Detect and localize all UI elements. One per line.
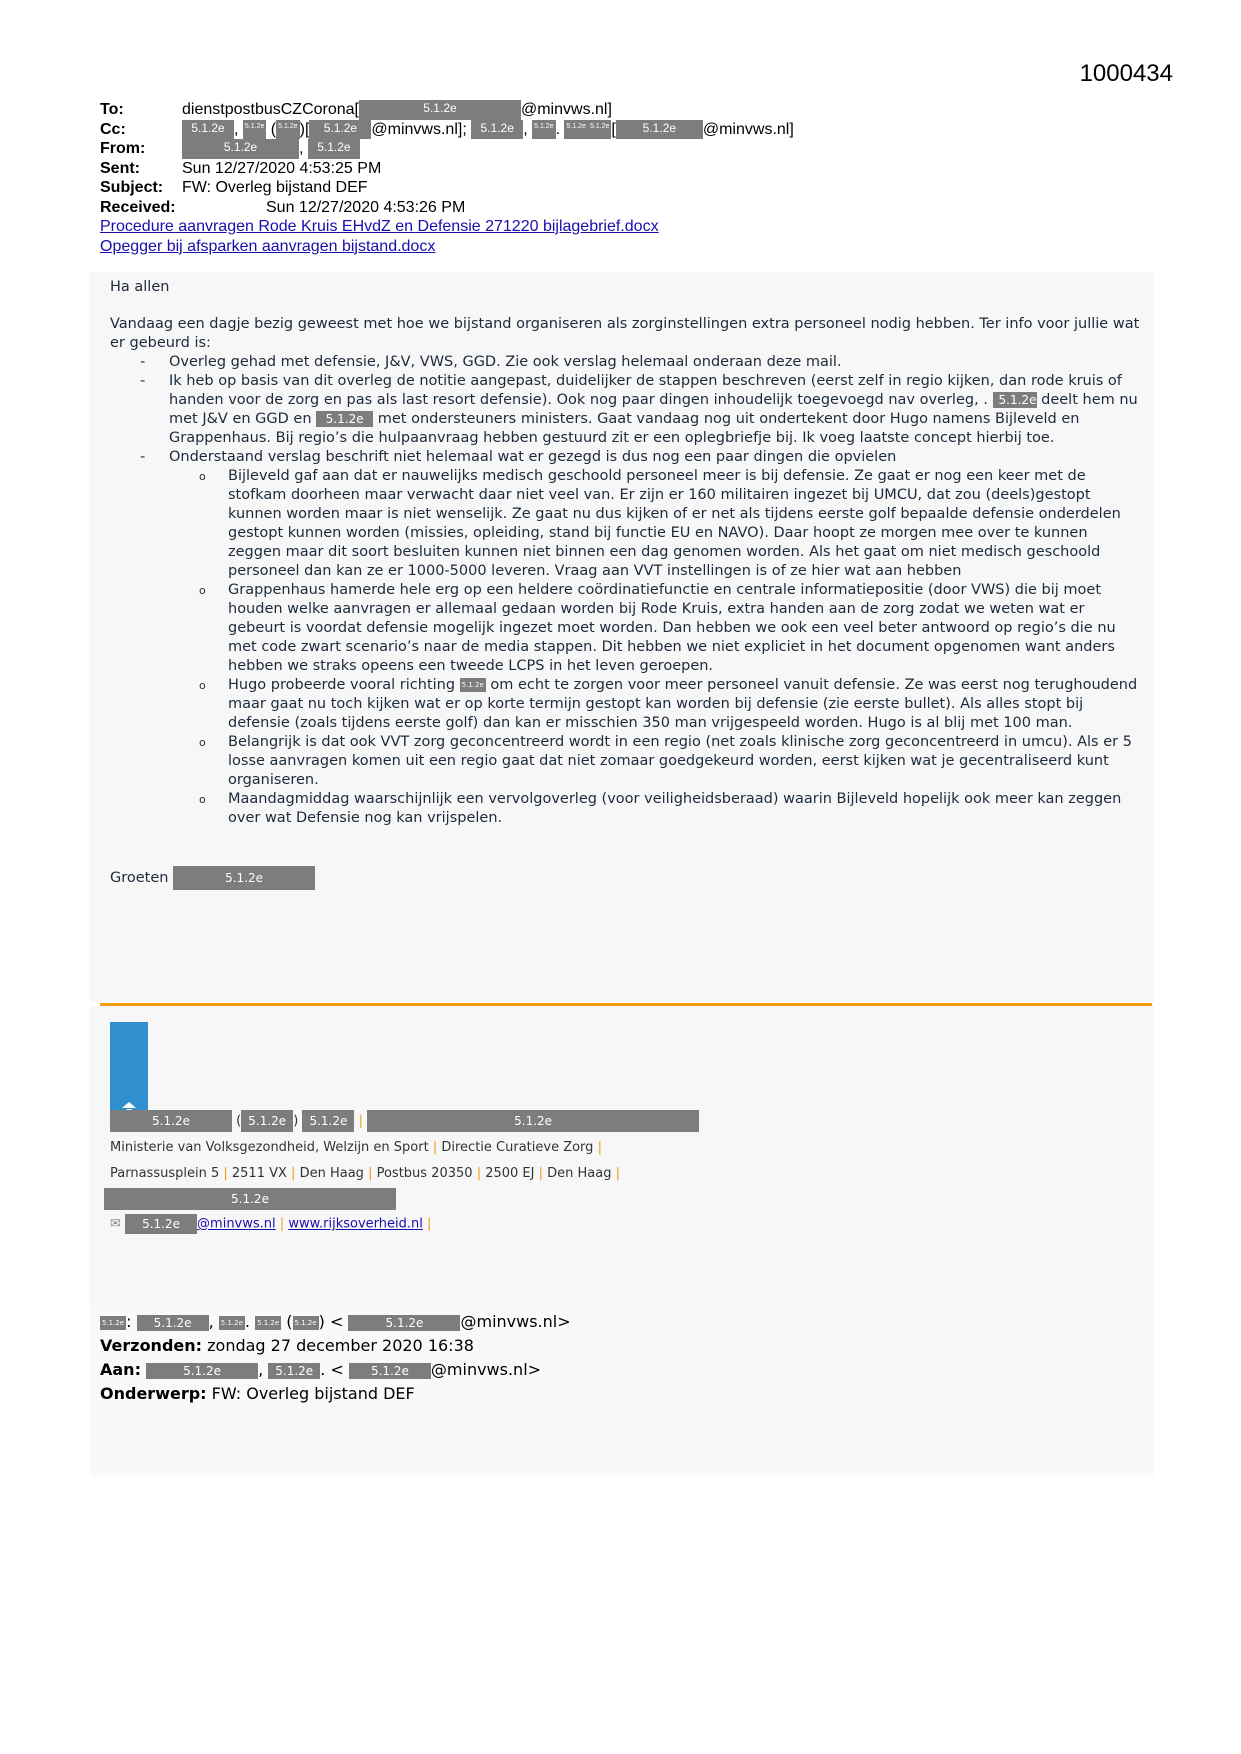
dept-name: Directie Curatieve Zorg (441, 1140, 594, 1155)
redaction: 5.1.2e (308, 139, 360, 159)
separator: | (358, 1113, 363, 1129)
redaction: 5.1.2e (564, 120, 587, 140)
separator: | (615, 1166, 621, 1181)
redaction: 5.1.2e (367, 1110, 699, 1132)
bullet-text: Ik heb op basis van dit overleg de notitie aangepast, duidelijker de stappen beschreven (eerst zelf in regio kijken, dan rode kruis of handen voor de zorg en pas als last resort defensie). Ook nog paar dingen inhoudelijk toegevoegd nav overleg, . (169, 373, 1122, 408)
separator: | (427, 1216, 432, 1232)
redaction: 5.1.2e (349, 1363, 431, 1379)
forward-sent-row (100, 1334, 571, 1358)
redaction: 5.1.2e (173, 866, 315, 890)
sub-bullet-text: Hugo probeerde vooral richting (228, 677, 456, 693)
redaction: 5.1.2e (241, 1110, 293, 1132)
closing-line (110, 866, 1140, 890)
redaction: 5.1.2e (182, 120, 234, 140)
bullet (140, 372, 1140, 448)
forward-to-row: Aan: 5.1.2e , 5.1.2e . < 5.1.2e @minvws.nl> (100, 1360, 542, 1379)
forward-sent-value: zondag 27 december 2020 16:38 (207, 1336, 474, 1355)
to-label: To: (100, 101, 124, 118)
sub-bullet: o Maandagmiddag waarschijnlijk een vervolgoverleg (voor veiligheidsberaad) waarin Bijleveld hopelijk ook meer kan zeggen over wat Defensie nog kan vrijspelen. (199, 790, 1140, 828)
sub-bullet: o Grappenhaus hamerde hele erg op een heldere coördinatiefunctie en centrale informatiepositie (door VWS) die bij moet houden welke aanvragen er allemaal gedaan worden bij Rode Kruis, extra handen aan de zorg zodat we weten wat er gebeurt is voordat defensie mogelijk ingezet moet worden. Dan hebben we ook een veel beter antwoord op regio’s die nu met code zwart scenario’s naar de media stappen. Dit hebben we niet expliciet in het document opgenomen want anders hebben we straks opeens een tweede LCPS in het leven geroepen. (199, 581, 1140, 676)
redaction: 5.1.2e (471, 120, 523, 140)
redaction: 5.1.2e (219, 1316, 245, 1330)
redaction: 5.1.2e (146, 1363, 258, 1379)
org-name: Ministerie van Volksgezondheid, Welzijn en Sport (110, 1140, 429, 1155)
document-id: 1000434 (1079, 60, 1173, 87)
bullet: - Overleg gehad met defensie, J&V, VWS, GGD. Zie ook verslag helemaal onderaan deze mail. (140, 353, 1140, 372)
separator: | (291, 1166, 296, 1181)
redaction: 5.1.2e (359, 100, 521, 120)
redaction: 5.1.2e (255, 1316, 281, 1330)
redaction: 5.1.2e (616, 120, 703, 140)
received-value: Sun 12/27/2020 4:53:26 PM (266, 198, 466, 216)
message-body (110, 278, 1140, 890)
email-link[interactable]: @minvws.nl (197, 1216, 276, 1232)
subject-value: FW: Overleg bijstand DEF (182, 179, 368, 196)
bullet-list (140, 353, 1140, 828)
forward-subject-row (100, 1382, 571, 1406)
separator: | (368, 1166, 373, 1181)
forward-sent-label: Verzonden: (100, 1336, 203, 1355)
redaction: 5.1.2e (125, 1214, 197, 1234)
forward-to-suffix: @minvws.nl> (430, 1360, 542, 1379)
email-header: To: dienstpostbusCZCorona[ 5.1.2e @minvws.nl] Cc: 5.1.2e , 5.1.2e ( 5.1.2e )[ 5.1.2e @minvws.nl]; 5.1.2e , 5.1.2e . 5.1.2e 5.1.2e [ 5.1.2e @minvws.nl] From: 5.1.2e , 5.1.2e Sent: Sun 12/27/2020 4:53:25 PM Subject: FW: Overleg bijstand DEF Received: Sun 12/27/2020 4:53:26 PM Procedure aanvragen Rode Kruis EHvdZ en Defensie 271220 bijlagebrief.docx Opegger bij afsparken aanvragen bijstand.docx (100, 101, 794, 255)
closing: Groeten (110, 870, 169, 886)
subject-label: Subject: (100, 179, 164, 196)
sent-value: Sun 12/27/2020 4:53:25 PM (182, 159, 382, 177)
redaction: 5.1.2e (276, 120, 299, 140)
separator: | (223, 1166, 228, 1181)
separator: | (597, 1140, 602, 1155)
redaction: 5.1.2e (532, 120, 555, 140)
cc-mid: @minvws.nl]; (371, 120, 467, 138)
to-value: dienstpostbusCZCorona[ (182, 101, 359, 118)
redaction: 5.1.2e (302, 1110, 354, 1132)
separator: | (538, 1166, 544, 1181)
cc-end: @minvws.nl] (702, 120, 794, 138)
redaction: 5.1.2e (460, 678, 486, 692)
forward-to-label: Aan: (100, 1360, 141, 1379)
redaction: 5.1.2e (110, 1110, 232, 1132)
sub-bullet-text: om echt te zorgen voor meer personeel vanuit defensie. Ze was eerst nog terughoudend maar gaat nu toch kijken wat er op korte termijn gestopt kan worden bij defensie (zie eerste bullet). Als alles stopt bij defensie (zoals tijdens eerste golf) dan kan er misschien 350 man vrijgespeeld worden. Hugo is al blij met 100 man. (228, 677, 1138, 731)
separator: | (476, 1166, 482, 1181)
website-link[interactable]: www.rijksoverheid.nl (288, 1216, 423, 1232)
signature-org-row (110, 1140, 602, 1155)
redaction: 5.1.2e (100, 1316, 126, 1330)
signature-phone-row (104, 1188, 396, 1210)
redaction: 5.1.2e (993, 392, 1037, 408)
cc-label: Cc: (100, 120, 126, 138)
signature-contact-row (110, 1214, 431, 1234)
sub-bullet (199, 676, 1140, 733)
forward-from-suffix: @minvws.nl> (460, 1312, 571, 1331)
sub-bullet: o Bijleveld gaf aan dat er nauwelijks medisch geschoold personeel meer is bij defensie. Ze gaat er nog een keer met de stofkam doorheen maar verwacht daar niet veel van. Er zijn er 160 militairen ingezet bij UMCU, dat zou (deels)gestopt kunnen worden maar is niet wenselijk. Ze gaat nu dus kijken of er net als tijdens eerste golf bepaalde defensie onderdelen gestopt kunnen worden (missies, opleiding, stand bij functie EU en NAVO). Daar hoopt ze morgen mee over te kunnen zeggen maar dit soort besluiten kunnen niet binnen een dag genomen worden. Als het gaat om niet medisch geschoold personeel dan kan ze er 1000-5000 leveren. Vraag aan VVT instellingen is of ze hier wat aan hebben (199, 467, 1140, 581)
forward-subject-value: FW: Overleg bijstand DEF (211, 1384, 415, 1403)
redaction: 5.1.2e (268, 1363, 320, 1379)
bullet-text: deelt hem nu met J&V en GGD en (169, 392, 1138, 427)
address-part: Den Haag (299, 1166, 364, 1181)
redaction: 5.1.2e (588, 120, 611, 140)
bullet-text: Onderstaand verslag beschrift niet helemaal wat er gezegd is dus nog een paar dingen die opvielen (169, 449, 897, 465)
signature-name-row: 5.1.2e ( 5.1.2e ) 5.1.2e | 5.1.2e (110, 1110, 699, 1132)
separator: | (432, 1140, 438, 1155)
sub-bullet: o Belangrijk is dat ook VVT zorg geconcentreerd wordt in een regio (net zoals klinische zorg geconcentreerd in umcu). Als er 5 losse aanvragen komen uit een regio gaat dat niet zomaar goedgekeurd worden, eerst kijken wat je gecentraliseerd kunt organiseren. (199, 733, 1140, 790)
envelope-icon: ✉ (110, 1216, 121, 1232)
signature-address-row (110, 1166, 620, 1181)
redaction: 5.1.2e (137, 1315, 209, 1331)
redaction: 5.1.2e (348, 1315, 460, 1331)
sub-bullet-list (199, 467, 1140, 828)
address-part: Parnassusplein 5 (110, 1166, 220, 1181)
sent-label: Sent: (100, 159, 140, 177)
separator: | (279, 1216, 285, 1232)
forward-from-row: 5.1.2e : 5.1.2e , 5.1.2e . 5.1.2e ( 5.1.2e ) < 5.1.2e @minvws.nl> (102, 1312, 571, 1331)
forward-header (100, 1310, 571, 1406)
attachment-link[interactable]: Opegger bij afsparken aanvragen bijstand.docx (100, 237, 436, 255)
redaction: 5.1.2e (309, 120, 371, 140)
address-part: 2500 EJ (485, 1166, 535, 1181)
address-part: Postbus 20350 (376, 1166, 473, 1181)
address-part: Den Haag (547, 1166, 612, 1181)
redaction: 5.1.2e (182, 139, 299, 159)
attachment-link[interactable]: Procedure aanvragen Rode Kruis EHvdZ en Defensie 271220 bijlagebrief.docx (100, 218, 659, 235)
intro: Vandaag een dagje bezig geweest met hoe we bijstand organiseren als zorginstellingen extra personeel nodig hebben. Ter info voor jullie wat er gebeurd is: (110, 316, 1140, 351)
redaction: 5.1.2e (243, 120, 266, 140)
redaction: 5.1.2e (104, 1188, 396, 1210)
greeting: Ha allen (110, 279, 170, 295)
to-suffix: @minvws.nl] (520, 101, 612, 118)
address-part: 2511 VX (231, 1166, 287, 1181)
bullet-text: met ondersteuners ministers. Gaat vandaag nog uit ondertekent door Hugo namens Bijleveld en Grappenhaus. Bij regio’s die hulpaanvraag hebben gestuurd zit er een oplegbriefje bij. Ik voeg laatste concept hierbij toe. (169, 411, 1080, 446)
received-label: Received: (100, 198, 176, 216)
signature-background (90, 1006, 1154, 1306)
forward-subject-label: Onderwerp: (100, 1384, 207, 1403)
redaction: 5.1.2e (293, 1316, 319, 1330)
bullet (140, 448, 1140, 828)
redaction: 5.1.2e (316, 411, 373, 427)
from-label: From: (100, 140, 146, 157)
